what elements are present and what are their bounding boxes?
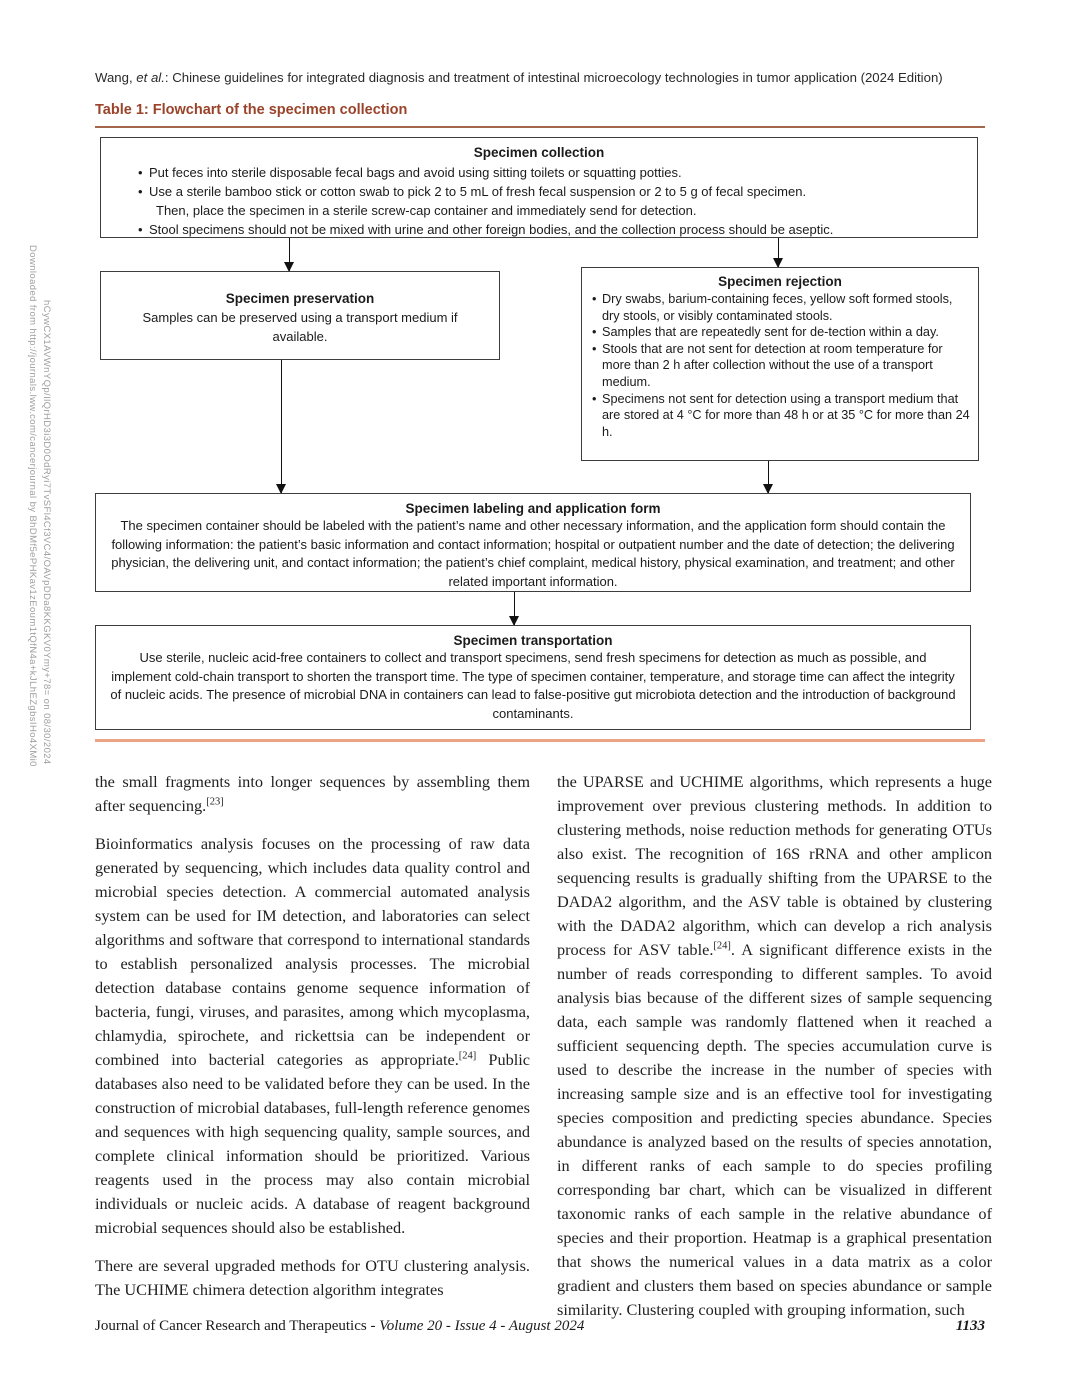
reference-superscript: [23]: [206, 796, 224, 808]
box-body-specimen-collection: [101, 160, 977, 239]
left-column: [95, 770, 530, 1322]
arrow-collection-to-preservation: [289, 238, 290, 271]
box-title-specimen-labeling: Specimen labeling and application form: [405, 501, 661, 516]
table-title: Table 1: Flowchart of the specimen collection: [95, 102, 408, 118]
running-head-title: : Chinese guidelines for integrated diagnosis and treatment of intestinal microecology technologies in tumor application (2024 Edition): [164, 70, 943, 85]
paragraph: There are several upgraded methods for OTU clustering analysis. The UCHIME chimera detection algorithm integrates: [95, 1256, 530, 1299]
flowchart-box-specimen-preservation: [100, 271, 500, 360]
box-title-specimen-preservation: Specimen preservation: [225, 291, 375, 306]
reference-superscript: [24]: [713, 940, 731, 952]
flowchart-bullet-line: • Use a sterile bamboo stick or cotton swab to pick 2 to 5 mL of fresh fecal suspension or 2 to 5 g of fecal specimen.: [138, 184, 807, 199]
box-body-specimen-transportation: Use sterile, nucleic acid-free containers to collect and transport specimens, send fresh specimens for detection as much as possible, and implement cold-chain transport to shorten the transport time. The type of specimen container, temperature, and storage time can affect the integrity of nucleic acids. The presence of microbial DNA in containers can lead to false-positive gut microbiota detection and the introduction of background contaminants.: [110, 650, 956, 721]
bullet-marker: •: [138, 222, 143, 237]
box-title-specimen-transportation: Specimen transportation: [453, 633, 613, 648]
paragraph: the small fragments into longer sequences by assembling them after sequencing.[23]: [95, 772, 530, 815]
flowchart-bullet-line: • Put feces into sterile disposable fecal bags and avoid using sitting toilets or squatting potties.: [138, 165, 682, 180]
flowchart-box-specimen-transportation: [95, 625, 971, 730]
download-watermark-line2: hCywCX1AVWnYQp/IlQrHD3i3D0OdRyi7TvSFl4Cf3VC4/OAVpDDa8KKGKV0Ymy+78= on 08/30/2024: [41, 300, 52, 765]
running-head: [95, 70, 985, 85]
page-footer: [95, 1318, 985, 1335]
flowchart-bullet-line: • Dry swabs, barium-containing feces, yellow soft formed stools, dry stools, or visibly contaminated stools.: [592, 292, 953, 323]
running-head-authors: Wang,: [95, 70, 137, 85]
journal-name: Journal of Cancer Research and Therapeutics: [95, 1318, 367, 1334]
flowchart-box-specimen-rejection: [581, 267, 979, 461]
arrow-preservation-to-labeling: [281, 360, 282, 493]
table-title-rule: [95, 126, 985, 128]
flowchart-bullet-line: • Samples that are repeatedly sent for de-tection within a day.: [592, 325, 939, 340]
footer-journal-line: [95, 1318, 584, 1335]
paragraph: Bioinformatics analysis focuses on the processing of raw data generated by sequencing, which includes data quality control and microbial species detection. A commercial automated analysis system can be used for IM detection, and laboratories can select algorithms and software that correspond to international standards to establish personalized analysis processes. The microbial detection database contains genome sequence information of bacteria, fungi, viruses, and parasites, among which mycoplasma, chlamydia, spirochete, and rickettsia can be independent or combined into bacterial categories as appropriate.[24] Public databases also need to be validated before they can be used. In the construction of microbial databases, full-length reference genomes and sequences with high sequencing quality, sample sources, and complete clinical information should be prioritized. Various reagents used in the process may also contain microbial individuals or nucleic acids. A database of reagent background microbial sequences should also be established.: [95, 834, 530, 1237]
bullet-marker: •: [592, 391, 597, 406]
box-body-specimen-labeling: The specimen container should be labeled with the patient’s name and other necessary information, and the application form should contain the following information: the patient’s basic information and contact information; hospital or outpatient number and the date of detection; the delivering physician, the delivering unit, and contact information; the patient’s chief complaint, medical history, physical examination, and treatment; and other related important information.: [111, 518, 955, 589]
flowchart-continuation-line: Then, place the specimen in a sterile screw-cap container and immediately send for detection.: [156, 203, 697, 218]
bullet-marker: •: [138, 165, 143, 180]
reference-superscript: [24]: [458, 1050, 477, 1062]
flowchart-box-specimen-collection: [100, 137, 978, 238]
paragraph: the UPARSE and UCHIME algorithms, which represents a huge improvement over previous clustering methods. In addition to clustering methods, noise reduction methods for generating OTUs also exist. The recognition of 16S rRNA and other amplicon sequencing results is gradually shifting from the UPARSE to the DADA2 algorithm, and the ASV table is obtained by clustering with the DADA2 algorithm, which can develop a rich analysis process for ASV table.[24]. A significant difference exists in the number of reads corresponding to different samples. To avoid analysis bias because of the different sizes of sample sequencing data, each sample was randomly flattened when it reached a sufficient sequencing depth. The species accumulation curve is used to describe the increase in the number of species with increasing sample size and is an effective tool for investigating species composition and predicting species abundance. Species abundance is analyzed based on the results of species annotation, in different ranks of each sample to do species profiling corresponding bar chart, which can be visualized in different taxonomic ranks of each sample in the relative abundance of species and their proportion. Heatmap is a graphical presentation that shows the numerical values in a data matrix as a color gradient and clusters them based on species abundance or sample similarity. Clustering coupled with grouping information, such: [557, 772, 992, 1319]
box-body-specimen-rejection: [582, 289, 978, 440]
arrow-collection-to-rejection: [778, 238, 779, 267]
flowchart-bullet-line: • Stools that are not sent for detection at room temperature for more than 2 h after collection without the use of a transport medium.: [592, 341, 943, 389]
box-title-specimen-collection: Specimen collection: [473, 145, 605, 160]
bullet-marker: •: [592, 341, 597, 356]
flowchart-bullet-line: • Stool specimens should not be mixed with urine and other foreign bodies, and the collection process should be aseptic.: [138, 222, 834, 237]
bullet-marker: •: [138, 184, 143, 199]
bullet-marker: •: [592, 292, 597, 306]
page-number: 1133: [955, 1318, 985, 1334]
right-column: [557, 770, 992, 1322]
download-watermark-line1: Downloaded from http://journals.lww.com/cancerjournal by BhDMf5ePHKav1zEoum1tQfN4a+kJLhEZgbsIHo4XMi0: [27, 245, 38, 767]
flowchart-box-specimen-labeling: [95, 493, 971, 592]
arrow-labeling-to-transportation: [514, 592, 515, 625]
table-bottom-rule: [95, 739, 985, 742]
specimen-flowchart: [95, 137, 985, 745]
issue-info: - Volume 20 - Issue 4 - August 2024: [366, 1318, 585, 1334]
bullet-marker: •: [592, 325, 597, 340]
box-title-specimen-rejection: Specimen rejection: [718, 274, 842, 289]
box-body-specimen-preservation: Samples can be preserved using a transport medium if available.: [142, 310, 458, 344]
article-body: [95, 770, 992, 1322]
arrow-rejection-to-labeling: [768, 461, 769, 493]
flowchart-bullet-line: • Specimens not sent for detection using a transport medium that are stored at 4 °C for more than 48 h or at 35 °C for more than 24 h.: [592, 391, 970, 439]
running-head-etal: et al.: [136, 70, 165, 85]
